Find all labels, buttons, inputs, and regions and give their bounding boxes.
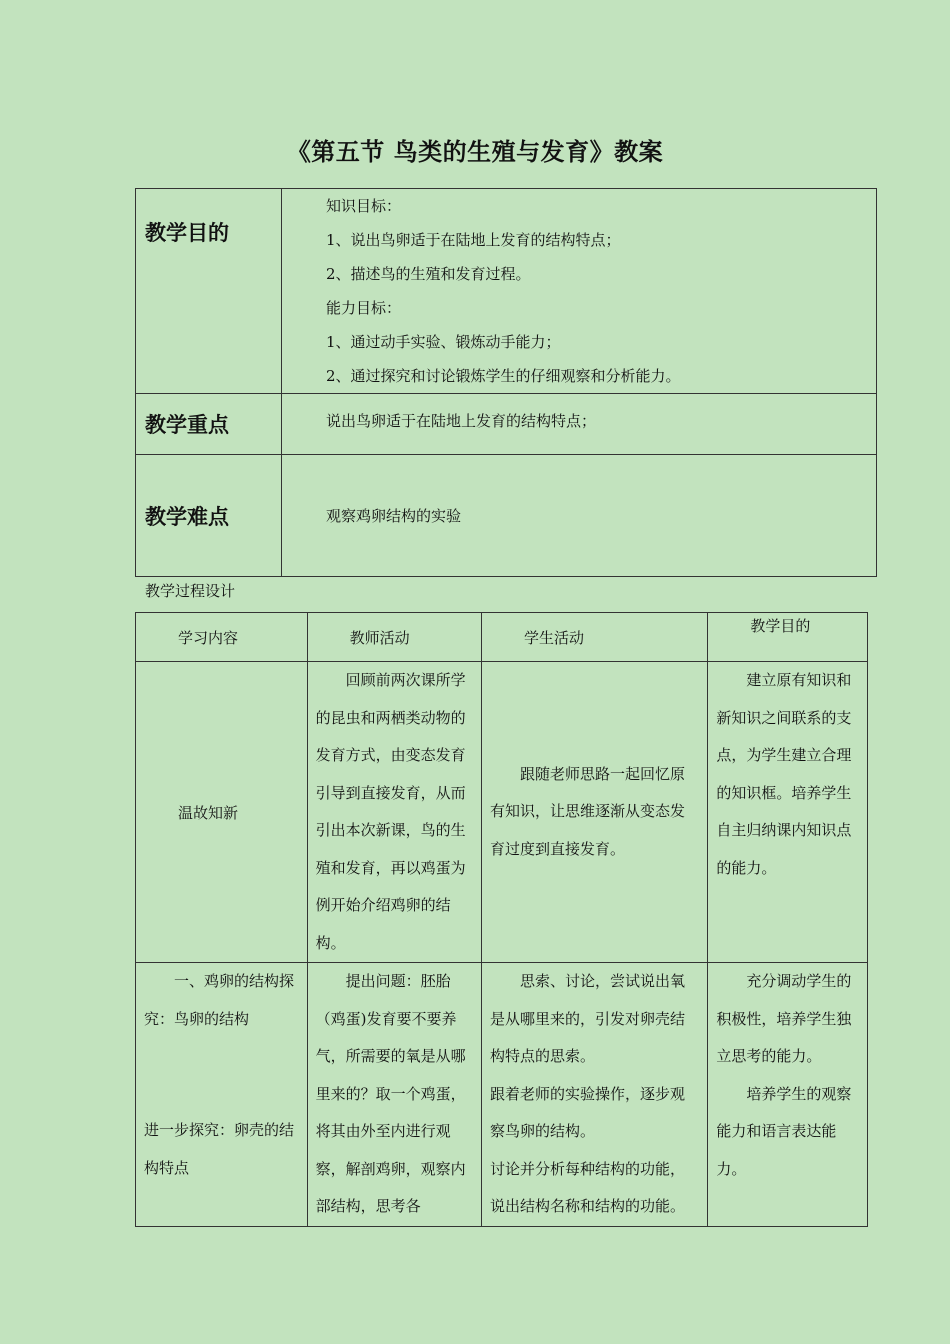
key-point-label: 教学重点 [136, 394, 282, 455]
process-header-row [136, 613, 868, 662]
table-row [136, 963, 868, 1227]
egg-purpose-text-2: 培养学生的观察能力和语言表达能力。 [716, 1084, 852, 1178]
goal-line: 2、通过探究和讨论锻炼学生的仔细观察和分析能力。 [326, 367, 681, 385]
header-purpose: 教学目的 [708, 613, 868, 662]
egg-purpose-cell [708, 963, 868, 1227]
difficulty-label: 教学难点 [136, 455, 282, 577]
goal-line: 能力目标： [326, 299, 402, 317]
header-student: 学生活动 [481, 613, 707, 662]
process-table [135, 612, 868, 1227]
goal-line: 2、描述鸟的生殖和发育过程。 [326, 265, 531, 283]
egg-teacher-text: 提出问题：胚胎（鸡蛋)发育要不要养气，所需要的氧是从哪里来的？取一个鸡蛋，将其由外至内进行观察，解剖鸡卵，观察内部结构，思考各 [315, 972, 466, 1215]
key-point-row [136, 394, 877, 455]
review-purpose-text: 建立原有知识和新知识之间联系的支点，为学生建立合理的知识框。培养学生自主归纳课内知识点的能力。 [716, 671, 852, 877]
key-point-content: 说出鸟卵适于在陆地上发育的结构特点； [282, 394, 877, 455]
review-content-cell: 温故知新 [136, 662, 308, 963]
teaching-goal-content [282, 189, 877, 394]
egg-purpose-text-1: 充分调动学生的积极性，培养学生独立思考的能力。 [716, 972, 852, 1065]
goal-line: 知识目标： [326, 197, 402, 215]
goal-line: 1、通过动手实验、锻炼动手能力； [326, 333, 561, 351]
review-student-text: 跟随老师思路一起回忆原有知识，让思维逐渐从变态发育过度到直接发育。 [489, 764, 685, 858]
table-row [136, 662, 868, 963]
review-teacher-cell [307, 662, 481, 963]
header-content: 学习内容 [136, 613, 308, 662]
teaching-goal-row [136, 189, 877, 394]
egg-student-text-2: 跟着老师的实验操作，逐步观察鸟卵的结构。 [489, 1084, 685, 1140]
teaching-goal-label: 教学目的 [136, 189, 282, 394]
process-caption: 教学过程设计 [145, 582, 236, 600]
header-teacher: 教师活动 [307, 613, 481, 662]
egg-content-cell [136, 963, 308, 1227]
review-purpose-cell [708, 662, 868, 963]
egg-content-text-a: 一、鸡卵的结构探究：鸟卵的结构 [144, 972, 295, 1028]
egg-student-text-3: 讨论并分析每种结构的功能，说出结构名称和结构的功能。 [489, 1159, 685, 1215]
egg-content-text-b: 进一步探究：卵壳的结构特点 [144, 1121, 295, 1177]
egg-student-cell [481, 963, 707, 1227]
review-student-cell [481, 662, 707, 963]
egg-teacher-cell [307, 963, 481, 1227]
difficulty-row [136, 455, 877, 577]
egg-student-text-1: 思索、讨论，尝试说出氧是从哪里来的，引发对卵壳结构特点的思索。 [489, 972, 685, 1065]
objectives-table [135, 188, 877, 577]
review-teacher-text: 回顾前两次课所学的昆虫和两栖类动物的发育方式，由变态发育引导到直接发育，从而引出本次新课，鸟的生殖和发育，再以鸡蛋为例开始介绍鸡卵的结构。 [315, 671, 466, 952]
difficulty-content: 观察鸡卵结构的实验 [282, 455, 877, 577]
goal-line: 1、说出鸟卵适于在陆地上发育的结构特点； [326, 231, 621, 249]
document-title: 《第五节 鸟类的生殖与发育》教案 [286, 138, 664, 166]
